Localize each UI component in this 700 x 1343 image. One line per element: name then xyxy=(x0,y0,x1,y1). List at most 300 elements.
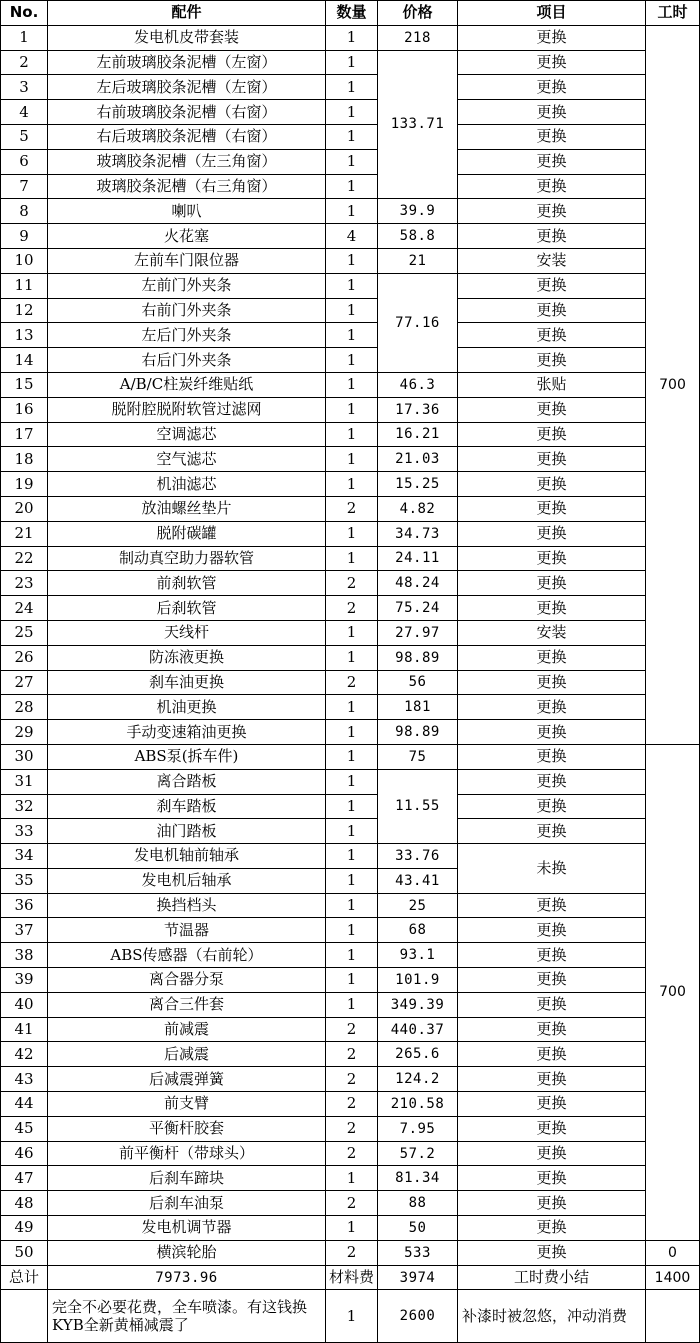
table-row xyxy=(1,1042,700,1067)
row-part: ABS泵(拆车件) xyxy=(48,744,326,769)
table-row xyxy=(1,695,700,720)
row-price: 75.24 xyxy=(378,596,458,621)
row-no: 47 xyxy=(1,1166,48,1191)
row-no: 37 xyxy=(1,918,48,943)
header-qty: 数量 xyxy=(326,1,378,26)
row-price: 24.11 xyxy=(378,546,458,571)
row-price: 81.34 xyxy=(378,1166,458,1191)
row-price: 56 xyxy=(378,670,458,695)
row-no: 38 xyxy=(1,943,48,968)
row-item: 更换 xyxy=(458,25,646,50)
row-qty: 1 xyxy=(326,968,378,993)
row-part: 油门踏板 xyxy=(48,819,326,844)
row-no: 45 xyxy=(1,1116,48,1141)
row-qty: 1 xyxy=(326,695,378,720)
row-price: 210.58 xyxy=(378,1092,458,1117)
table-row xyxy=(1,1116,700,1141)
row-item: 更换 xyxy=(458,571,646,596)
row-no: 44 xyxy=(1,1092,48,1117)
row-part: 机油滤芯 xyxy=(48,472,326,497)
row-qty: 1 xyxy=(326,298,378,323)
table-row xyxy=(1,372,700,397)
row-item: 更换 xyxy=(458,992,646,1017)
row-part: 发电机后轴承 xyxy=(48,868,326,893)
row-item: 更换 xyxy=(458,348,646,373)
table-row xyxy=(1,571,700,596)
table-row xyxy=(1,298,700,323)
row-no: 21 xyxy=(1,521,48,546)
row-item: 更换 xyxy=(458,472,646,497)
row-part: 右前门外夹条 xyxy=(48,298,326,323)
table-row xyxy=(1,596,700,621)
row-part: 玻璃胶条泥槽（左三角窗） xyxy=(48,149,326,174)
row-part: 脱附碳罐 xyxy=(48,521,326,546)
header-item: 项目 xyxy=(458,1,646,26)
table-row xyxy=(1,943,700,968)
row-part: 右前玻璃胶条泥槽（右窗） xyxy=(48,100,326,125)
row-no: 28 xyxy=(1,695,48,720)
row-item: 更换 xyxy=(458,273,646,298)
row-qty: 2 xyxy=(326,1116,378,1141)
table-row xyxy=(1,348,700,373)
row-price: 88 xyxy=(378,1191,458,1216)
row-item: 更换 xyxy=(458,1042,646,1067)
row-qty: 1 xyxy=(326,1216,378,1241)
row-price-merged: 133.71 xyxy=(378,50,458,199)
table-row xyxy=(1,1092,700,1117)
row-item: 更换 xyxy=(458,100,646,125)
header-labor: 工时 xyxy=(646,1,700,26)
note-labor xyxy=(646,1290,700,1343)
row-no: 11 xyxy=(1,273,48,298)
row-qty: 1 xyxy=(326,943,378,968)
row-qty: 2 xyxy=(326,1067,378,1092)
row-no: 2 xyxy=(1,50,48,75)
table-row xyxy=(1,1141,700,1166)
row-item: 更换 xyxy=(458,224,646,249)
row-item: 更换 xyxy=(458,769,646,794)
row-qty: 1 xyxy=(326,25,378,50)
header-no: No. xyxy=(1,1,48,26)
row-qty: 2 xyxy=(326,670,378,695)
row-no: 33 xyxy=(1,819,48,844)
row-no: 15 xyxy=(1,372,48,397)
row-price-merged: 11.55 xyxy=(378,769,458,843)
row-no: 7 xyxy=(1,174,48,199)
row-price: 7.95 xyxy=(378,1116,458,1141)
table-row xyxy=(1,149,700,174)
row-no: 39 xyxy=(1,968,48,993)
note-remark: 完全不必要花费，全车喷漆。有这钱换KYB全新黄桶减震了 xyxy=(48,1290,326,1343)
row-part: 发电机调节器 xyxy=(48,1216,326,1241)
row-part: 火花塞 xyxy=(48,224,326,249)
row-qty: 1 xyxy=(326,248,378,273)
row-no: 25 xyxy=(1,620,48,645)
row-price: 16.21 xyxy=(378,422,458,447)
row-price: 33.76 xyxy=(378,844,458,869)
header-row xyxy=(1,1,700,26)
row-no: 26 xyxy=(1,645,48,670)
row-qty: 2 xyxy=(326,1092,378,1117)
row-item: 更换 xyxy=(458,1166,646,1191)
row-no: 9 xyxy=(1,224,48,249)
labor-fee-subtotal-amount: 1400 xyxy=(646,1265,700,1290)
row-no: 40 xyxy=(1,992,48,1017)
row-item: 安装 xyxy=(458,620,646,645)
row-qty: 1 xyxy=(326,769,378,794)
row-item: 更换 xyxy=(458,298,646,323)
row-qty: 2 xyxy=(326,496,378,521)
row-qty: 1 xyxy=(326,744,378,769)
row-no: 13 xyxy=(1,323,48,348)
row-no: 48 xyxy=(1,1191,48,1216)
row-qty: 2 xyxy=(326,1240,378,1265)
row-labor-hours: 700 xyxy=(646,25,700,744)
row-price: 27.97 xyxy=(378,620,458,645)
row-item: 更换 xyxy=(458,596,646,621)
table-row xyxy=(1,620,700,645)
row-item: 更换 xyxy=(458,670,646,695)
row-no: 20 xyxy=(1,496,48,521)
row-part: 手动变速箱油更换 xyxy=(48,720,326,745)
row-part: 节温器 xyxy=(48,918,326,943)
row-item: 更换 xyxy=(458,1191,646,1216)
row-qty: 1 xyxy=(326,1166,378,1191)
row-part: 防冻液更换 xyxy=(48,645,326,670)
note-no xyxy=(1,1290,48,1343)
table-row xyxy=(1,918,700,943)
table-row xyxy=(1,472,700,497)
row-no: 35 xyxy=(1,868,48,893)
row-part: 右后门外夹条 xyxy=(48,348,326,373)
row-qty: 1 xyxy=(326,794,378,819)
header-part: 配件 xyxy=(48,1,326,26)
row-labor-hours: 0 xyxy=(646,1240,700,1265)
row-qty: 1 xyxy=(326,645,378,670)
row-qty: 1 xyxy=(326,521,378,546)
row-part: 换挡档头 xyxy=(48,893,326,918)
row-item: 更换 xyxy=(458,943,646,968)
total-label: 总计 xyxy=(1,1265,48,1290)
row-qty: 1 xyxy=(326,720,378,745)
row-part: 玻璃胶条泥槽（右三角窗） xyxy=(48,174,326,199)
row-item: 更换 xyxy=(458,1092,646,1117)
row-part: 前刹软管 xyxy=(48,571,326,596)
row-qty: 1 xyxy=(326,397,378,422)
row-no: 27 xyxy=(1,670,48,695)
row-no: 24 xyxy=(1,596,48,621)
row-item: 更换 xyxy=(458,1017,646,1042)
table-row xyxy=(1,521,700,546)
row-qty: 1 xyxy=(326,868,378,893)
row-part: 后减震 xyxy=(48,1042,326,1067)
row-price: 218 xyxy=(378,25,458,50)
row-no: 1 xyxy=(1,25,48,50)
row-price: 265.6 xyxy=(378,1042,458,1067)
row-item: 更换 xyxy=(458,1216,646,1241)
row-part: 刹车踏板 xyxy=(48,794,326,819)
table-row xyxy=(1,199,700,224)
table-row xyxy=(1,1067,700,1092)
row-item: 更换 xyxy=(458,1141,646,1166)
row-part: 发电机轴前轴承 xyxy=(48,844,326,869)
row-price-merged: 77.16 xyxy=(378,273,458,372)
row-qty: 1 xyxy=(326,372,378,397)
table-row xyxy=(1,819,700,844)
table-row xyxy=(1,1216,700,1241)
row-qty: 4 xyxy=(326,224,378,249)
row-part: 后减震弹簧 xyxy=(48,1067,326,1092)
row-item: 更换 xyxy=(458,124,646,149)
row-price: 349.39 xyxy=(378,992,458,1017)
row-no: 17 xyxy=(1,422,48,447)
row-item: 更换 xyxy=(458,323,646,348)
row-price: 4.82 xyxy=(378,496,458,521)
row-part: 天线杆 xyxy=(48,620,326,645)
row-price: 43.41 xyxy=(378,868,458,893)
row-price: 75 xyxy=(378,744,458,769)
row-part: 前平衡杆（带球头） xyxy=(48,1141,326,1166)
row-part: 后刹车油泵 xyxy=(48,1191,326,1216)
row-qty: 1 xyxy=(326,844,378,869)
table-row xyxy=(1,1240,700,1265)
row-part: 前支臂 xyxy=(48,1092,326,1117)
table-row xyxy=(1,100,700,125)
total-amount: 7973.96 xyxy=(48,1265,326,1290)
row-item: 更换 xyxy=(458,447,646,472)
row-item: 更换 xyxy=(458,1240,646,1265)
row-no: 42 xyxy=(1,1042,48,1067)
row-price: 48.24 xyxy=(378,571,458,596)
table-row xyxy=(1,273,700,298)
row-qty: 2 xyxy=(326,1191,378,1216)
row-price: 98.89 xyxy=(378,645,458,670)
row-price: 58.8 xyxy=(378,224,458,249)
table-row xyxy=(1,447,700,472)
row-item: 更换 xyxy=(458,720,646,745)
row-part: 空调滤芯 xyxy=(48,422,326,447)
row-no: 4 xyxy=(1,100,48,125)
row-qty: 1 xyxy=(326,992,378,1017)
table-row xyxy=(1,893,700,918)
table-row xyxy=(1,50,700,75)
row-qty: 1 xyxy=(326,546,378,571)
table-row xyxy=(1,844,700,869)
table-row xyxy=(1,25,700,50)
row-part: 发电机皮带套装 xyxy=(48,25,326,50)
row-part: A/B/C柱炭纤维贴纸 xyxy=(48,372,326,397)
table-row xyxy=(1,968,700,993)
row-part: 制动真空助力器软管 xyxy=(48,546,326,571)
row-qty: 1 xyxy=(326,323,378,348)
table-row xyxy=(1,546,700,571)
row-price: 39.9 xyxy=(378,199,458,224)
table-row xyxy=(1,224,700,249)
row-item: 更换 xyxy=(458,744,646,769)
row-item: 更换 xyxy=(458,546,646,571)
row-item: 更换 xyxy=(458,422,646,447)
table-row xyxy=(1,794,700,819)
row-no: 41 xyxy=(1,1017,48,1042)
row-no: 3 xyxy=(1,75,48,100)
row-part: 左前车门限位器 xyxy=(48,248,326,273)
material-fee-label: 材料费 xyxy=(326,1265,378,1290)
row-part: 离合踏板 xyxy=(48,769,326,794)
table-row xyxy=(1,75,700,100)
table-row xyxy=(1,124,700,149)
table-row xyxy=(1,248,700,273)
row-part: 离合三件套 xyxy=(48,992,326,1017)
row-qty: 2 xyxy=(326,571,378,596)
row-no: 5 xyxy=(1,124,48,149)
row-qty: 2 xyxy=(326,1017,378,1042)
table-row xyxy=(1,323,700,348)
table-row xyxy=(1,744,700,769)
row-qty: 1 xyxy=(326,199,378,224)
table-row xyxy=(1,422,700,447)
table-row xyxy=(1,720,700,745)
note-price: 2600 xyxy=(378,1290,458,1343)
row-qty: 1 xyxy=(326,348,378,373)
row-part: 右后玻璃胶条泥槽（右窗） xyxy=(48,124,326,149)
row-item: 张贴 xyxy=(458,372,646,397)
table-row xyxy=(1,769,700,794)
row-part: 空气滤芯 xyxy=(48,447,326,472)
row-qty: 1 xyxy=(326,174,378,199)
row-part: ABS传感器（右前轮） xyxy=(48,943,326,968)
row-price: 533 xyxy=(378,1240,458,1265)
row-item: 更换 xyxy=(458,695,646,720)
material-fee-amount: 3974 xyxy=(378,1265,458,1290)
row-no: 23 xyxy=(1,571,48,596)
row-qty: 1 xyxy=(326,100,378,125)
row-labor-hours: 700 xyxy=(646,744,700,1240)
row-no: 10 xyxy=(1,248,48,273)
labor-fee-subtotal-label: 工时费小结 xyxy=(458,1265,646,1290)
row-part: 左前玻璃胶条泥槽（左窗） xyxy=(48,50,326,75)
row-part: 后刹软管 xyxy=(48,596,326,621)
note-row xyxy=(1,1290,700,1343)
row-item: 更换 xyxy=(458,819,646,844)
row-price: 17.36 xyxy=(378,397,458,422)
row-part: 平衡杆胶套 xyxy=(48,1116,326,1141)
row-part: 左前门外夹条 xyxy=(48,273,326,298)
row-item-merged: 未换 xyxy=(458,844,646,894)
row-price: 181 xyxy=(378,695,458,720)
row-no: 16 xyxy=(1,397,48,422)
row-qty: 1 xyxy=(326,819,378,844)
table-row xyxy=(1,992,700,1017)
row-price: 68 xyxy=(378,918,458,943)
row-price: 21 xyxy=(378,248,458,273)
row-price: 21.03 xyxy=(378,447,458,472)
row-price: 34.73 xyxy=(378,521,458,546)
row-part: 喇叭 xyxy=(48,199,326,224)
row-no: 8 xyxy=(1,199,48,224)
row-qty: 1 xyxy=(326,50,378,75)
row-no: 50 xyxy=(1,1240,48,1265)
row-no: 32 xyxy=(1,794,48,819)
row-no: 19 xyxy=(1,472,48,497)
table-row xyxy=(1,397,700,422)
row-qty: 1 xyxy=(326,918,378,943)
row-item: 更换 xyxy=(458,75,646,100)
row-price: 15.25 xyxy=(378,472,458,497)
row-item: 更换 xyxy=(458,1067,646,1092)
table-row xyxy=(1,670,700,695)
row-no: 18 xyxy=(1,447,48,472)
row-item: 安装 xyxy=(458,248,646,273)
row-part: 左后玻璃胶条泥槽（左窗） xyxy=(48,75,326,100)
table-row xyxy=(1,1017,700,1042)
row-qty: 2 xyxy=(326,596,378,621)
row-no: 43 xyxy=(1,1067,48,1092)
row-qty: 1 xyxy=(326,149,378,174)
row-no: 31 xyxy=(1,769,48,794)
row-item: 更换 xyxy=(458,149,646,174)
row-item: 更换 xyxy=(458,397,646,422)
row-no: 14 xyxy=(1,348,48,373)
row-item: 更换 xyxy=(458,918,646,943)
row-item: 更换 xyxy=(458,645,646,670)
row-part: 放油螺丝垫片 xyxy=(48,496,326,521)
row-qty: 1 xyxy=(326,620,378,645)
note-item: 补漆时被忽悠，冲动消费 xyxy=(458,1290,646,1343)
row-price: 50 xyxy=(378,1216,458,1241)
row-price: 93.1 xyxy=(378,943,458,968)
row-no: 36 xyxy=(1,893,48,918)
row-item: 更换 xyxy=(458,521,646,546)
table-row xyxy=(1,1166,700,1191)
table-row xyxy=(1,645,700,670)
row-qty: 2 xyxy=(326,1141,378,1166)
row-price: 57.2 xyxy=(378,1141,458,1166)
row-part: 后刹车蹄块 xyxy=(48,1166,326,1191)
table-row xyxy=(1,1191,700,1216)
row-qty: 1 xyxy=(326,124,378,149)
row-no: 49 xyxy=(1,1216,48,1241)
row-qty: 1 xyxy=(326,75,378,100)
row-qty: 1 xyxy=(326,422,378,447)
row-no: 30 xyxy=(1,744,48,769)
row-item: 更换 xyxy=(458,893,646,918)
row-no: 6 xyxy=(1,149,48,174)
row-item: 更换 xyxy=(458,174,646,199)
row-part: 离合器分泵 xyxy=(48,968,326,993)
row-qty: 1 xyxy=(326,273,378,298)
row-qty: 1 xyxy=(326,893,378,918)
row-qty: 1 xyxy=(326,472,378,497)
row-item: 更换 xyxy=(458,199,646,224)
row-price: 46.3 xyxy=(378,372,458,397)
row-price: 124.2 xyxy=(378,1067,458,1092)
row-item: 更换 xyxy=(458,50,646,75)
row-item: 更换 xyxy=(458,794,646,819)
row-no: 29 xyxy=(1,720,48,745)
row-part: 左后门外夹条 xyxy=(48,323,326,348)
row-qty: 1 xyxy=(326,447,378,472)
row-item: 更换 xyxy=(458,968,646,993)
row-no: 22 xyxy=(1,546,48,571)
row-part: 横滨轮胎 xyxy=(48,1240,326,1265)
row-item: 更换 xyxy=(458,1116,646,1141)
row-item: 更换 xyxy=(458,496,646,521)
row-price: 101.9 xyxy=(378,968,458,993)
row-no: 34 xyxy=(1,844,48,869)
table-row xyxy=(1,174,700,199)
row-part: 机油更换 xyxy=(48,695,326,720)
table-row xyxy=(1,496,700,521)
